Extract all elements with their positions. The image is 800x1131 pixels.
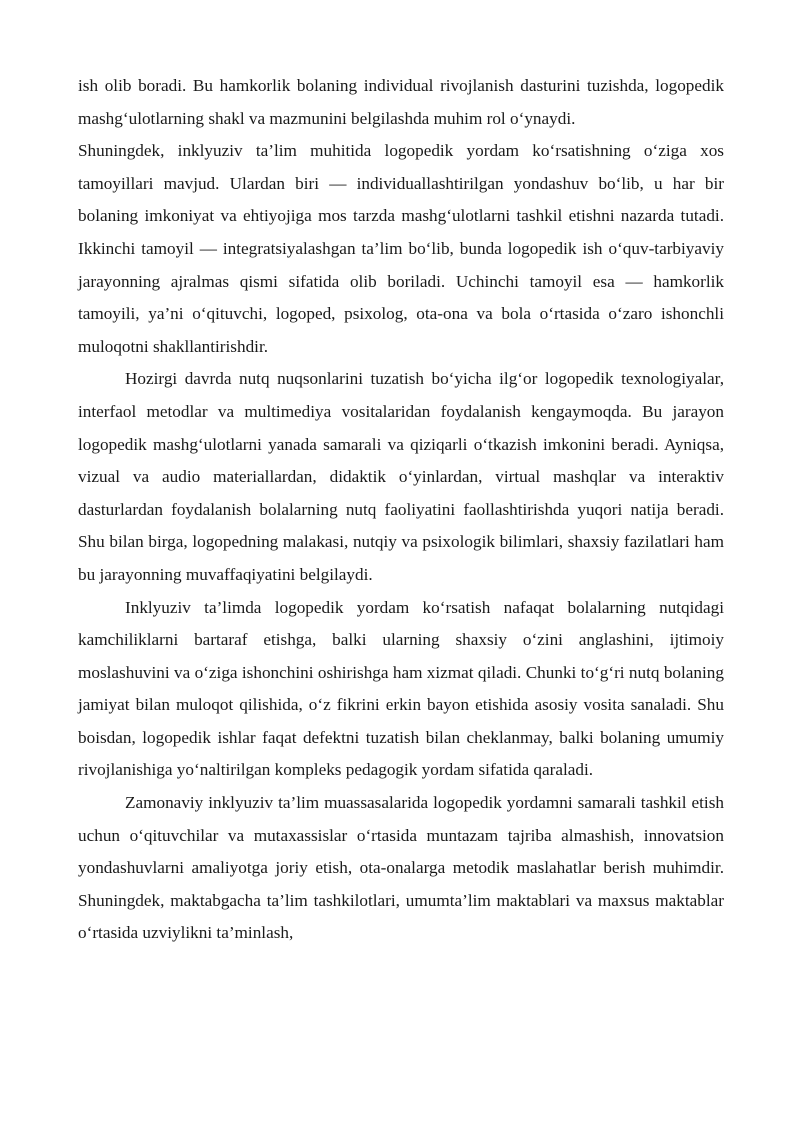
document-page	[78, 70, 724, 950]
paragraph-1: ish olib boradi. Bu hamkorlik bolaning individual rivojlanish dasturini tuzishda, logopedik mashg‘ulotlarning shakl va mazmunini belgilashda muhim rol o‘ynaydi.	[78, 76, 724, 128]
paragraph-2: Shuningdek, inklyuziv ta’lim muhitida logopedik yordam ko‘rsatishning o‘ziga xos tamoyillari mavjud. Ulardan biri — individuallashtirilgan yondashuv bo‘lib, u har bir bolaning imkoniyat va ehtiyojiga mos tarzda mashg‘ulotlarni tashkil etishni nazarda tutadi. Ikkinchi tamoyil — integratsiyalashgan ta’lim bo‘lib, bunda logopedik ish o‘quv-tarbiyaviy jarayonning ajralmas qismi sifatida olib boriladi. Uchinchi tamoyil esa — hamkorlik tamoyili, ya’ni o‘qituvchi, logoped, psixolog, ota-ona va bola o‘rtasida o‘zaro ishonchli muloqotni shakllantirishdir.	[78, 141, 724, 356]
paragraph-3: Hozirgi davrda nutq nuqsonlarini tuzatish bo‘yicha ilg‘or logopedik texnologiyalar, interfaol metodlar va multimediya vositalaridan foydalanish kengaymoqda. Bu jarayon logopedik mashg‘ulotlarni yanada samarali va qiziqarli o‘tkazish imkonini beradi. Ayniqsa, vizual va audio materiallardan, didaktik o‘yinlardan, virtual mashqlar va interaktiv dasturlardan foydalanish bolalarning nutq faoliyatini faollashtirishda yuqori natija beradi. Shu bilan birga, logopedning malakasi, nutqiy va psixologik bilimlari, shaxsiy fazilatlari ham bu jarayonning muvaffaqiyatini belgilaydi.	[78, 369, 724, 584]
paragraph-5: Zamonaviy inklyuziv ta’lim muassasalarida logopedik yordamni samarali tashkil etish uchun o‘qituvchilar va mutaxassislar o‘rtasida muntazam tajriba almashish, innovatsion yondashuvlarni amaliyotga joriy etish, ota-onalarga metodik maslahatlar berish muhimdir. Shuningdek, maktabgacha ta’lim tashkilotlari, umumta’lim maktablari va maxsus maktablar o‘rtasida uzviylikni ta’minlash,	[78, 793, 724, 943]
paragraph-4: Inklyuziv ta’limda logopedik yordam ko‘rsatish nafaqat bolalarning nutqidagi kamchiliklarni bartaraf etishga, balki ularning shaxsiy o‘zini anglashini, ijtimoiy moslashuvini va o‘ziga ishonchini oshirishga ham xizmat qiladi. Chunki to‘g‘ri nutq bolaning jamiyat bilan muloqot qilishida, o‘z fikrini erkin bayon etishida asosiy vosita sanaladi. Shu boisdan, logopedik ishlar faqat defektni tuzatish bilan cheklanmay, balki bolaning umumiy rivojlanishiga yo‘naltirilgan kompleks pedagogik yordam sifatida qaraladi.	[78, 597, 724, 780]
